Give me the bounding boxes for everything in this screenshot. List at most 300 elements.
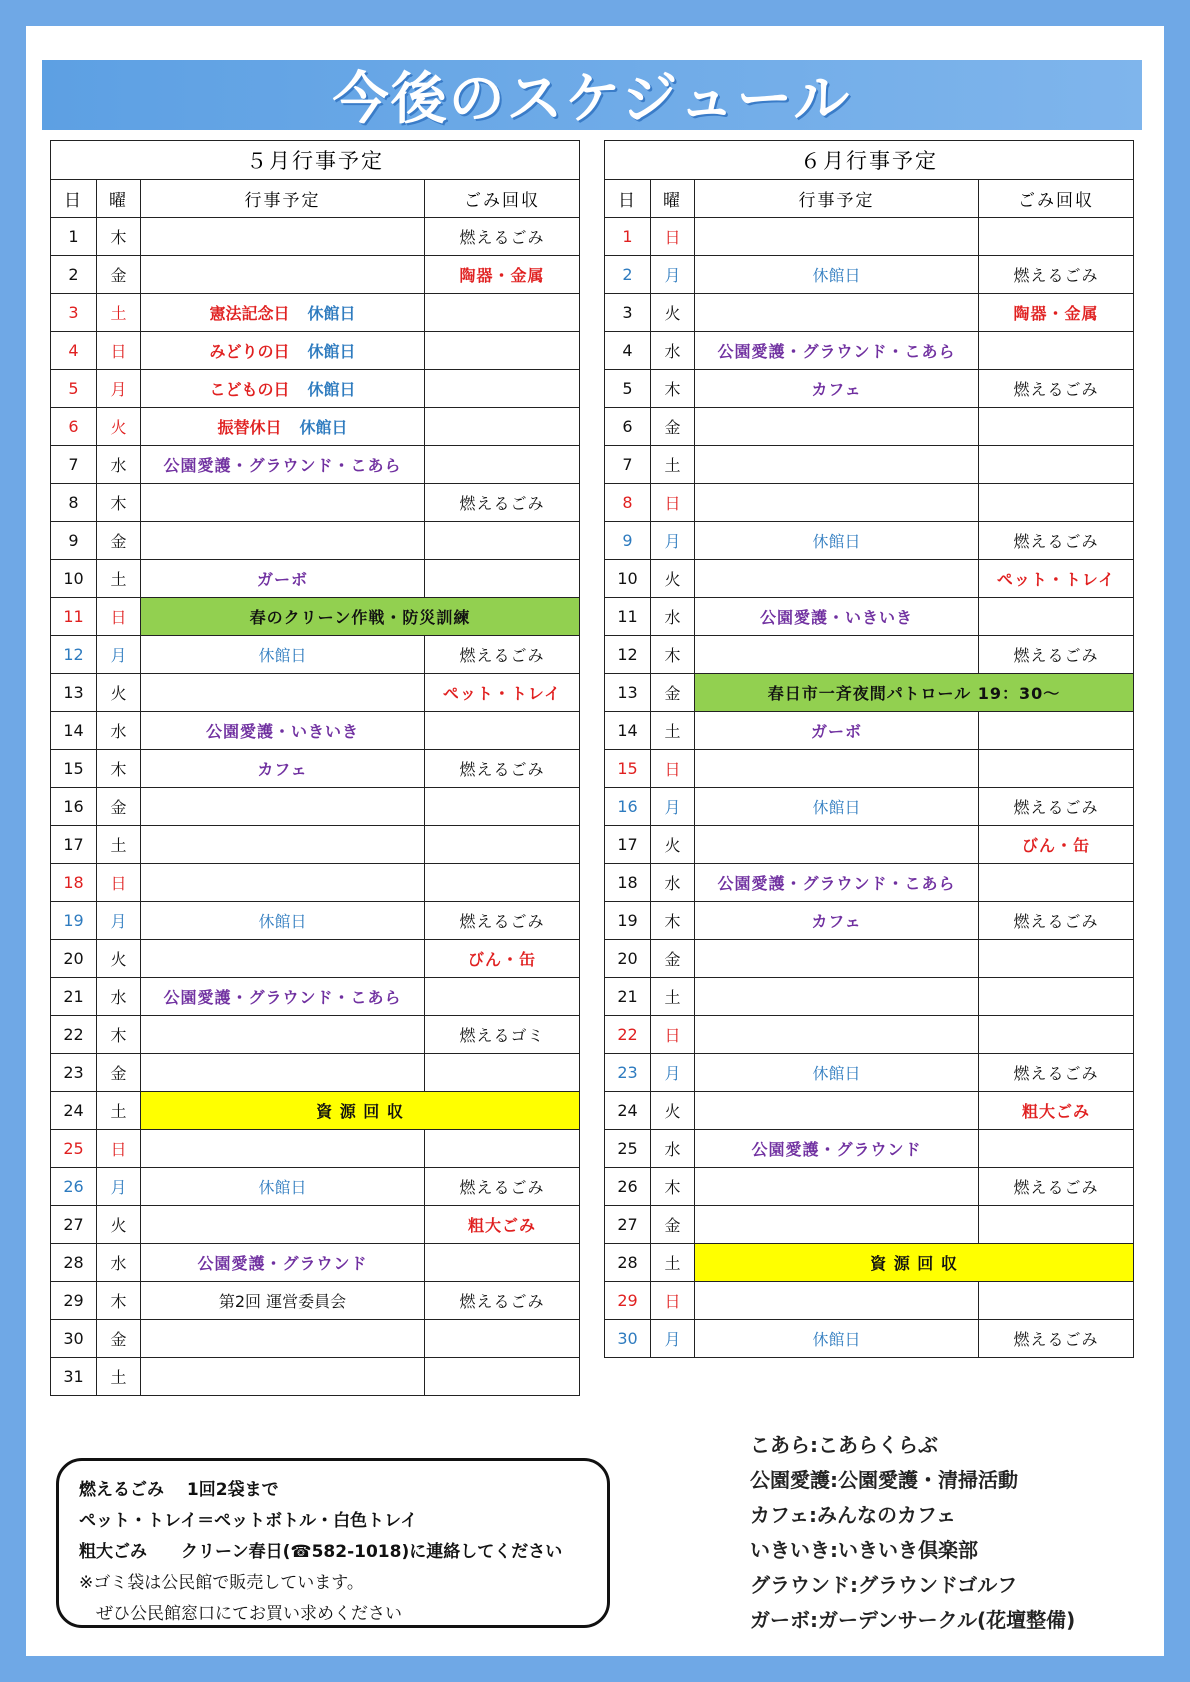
day-cell: 9 [51,522,97,560]
table-row [51,1092,580,1130]
legend-item: グラウンド:グラウンドゴルフ [750,1573,1018,1597]
weekday-cell: 木 [651,902,695,940]
garbage-cell [425,826,580,864]
event-cell [695,788,979,826]
garbage-cell [425,1054,580,1092]
table-row [51,1168,580,1206]
day-cell: 30 [605,1320,651,1358]
day-cell: 6 [51,408,97,446]
weekday-cell: 木 [97,750,141,788]
event-cell [695,598,979,636]
table-row [605,674,1134,712]
day-cell: 29 [51,1282,97,1320]
table-row [605,484,1134,522]
table-row [605,1282,1134,1320]
garbage-cell: ペット・トレイ [979,560,1134,598]
table-row [51,446,580,484]
weekday-cell: 土 [651,712,695,750]
day-cell: 3 [605,294,651,332]
weekday-cell: 日 [97,332,141,370]
day-cell: 23 [605,1054,651,1092]
garbage-cell: 陶器・金属 [979,294,1134,332]
day-cell: 17 [51,826,97,864]
garbage-cell: 燃えるごみ [425,636,580,674]
day-cell: 9 [605,522,651,560]
event-text: 休館日 [258,912,307,931]
weekday-cell: 月 [651,1320,695,1358]
weekday-cell: 水 [97,712,141,750]
garbage-cell [979,1282,1134,1320]
weekday-cell: 水 [651,332,695,370]
event-cell [695,1168,979,1206]
june-rows [605,218,1134,1358]
table-row [605,598,1134,636]
weekday-cell: 金 [651,408,695,446]
event-text: こどもの日 [209,380,290,399]
event-cell [695,560,979,598]
weekday-cell: 土 [97,1358,141,1396]
day-column-header: 日 [51,180,97,218]
event-cell [141,1016,425,1054]
garbage-cell: 燃えるごみ [425,1168,580,1206]
weekday-cell: 日 [651,218,695,256]
table-row [605,826,1134,864]
event-text: 公園愛護・グラウンド・こあら [163,456,402,475]
event-cell [141,940,425,978]
table-row [51,902,580,940]
event-cell [141,636,425,674]
garbage-cell [979,484,1134,522]
event-cell [695,940,979,978]
table-row [605,902,1134,940]
table-row [605,218,1134,256]
legend-item: いきいき:いきいき倶楽部 [750,1538,978,1562]
table-row [51,1016,580,1054]
garbage-cell [425,294,580,332]
event-cell [695,408,979,446]
table-row [605,1130,1134,1168]
weekday-cell: 火 [651,1092,695,1130]
table-row [605,1054,1134,1092]
day-cell: 3 [51,294,97,332]
garbage-cell: 粗大ごみ [425,1206,580,1244]
closed-day-text: 休館日 [307,304,356,323]
day-cell: 24 [605,1092,651,1130]
day-cell: 13 [51,674,97,712]
weekday-cell: 火 [651,294,695,332]
weekday-cell: 日 [651,1016,695,1054]
day-cell: 2 [51,256,97,294]
garbage-cell: 燃えるごみ [425,902,580,940]
day-cell: 25 [51,1130,97,1168]
day-cell: 10 [605,560,651,598]
weekday-cell: 木 [651,1168,695,1206]
weekday-cell: 土 [651,1244,695,1282]
weekday-cell: 木 [97,1016,141,1054]
event-cell [141,484,425,522]
event-text: 公園愛護・グラウンド [197,1254,368,1273]
weekday-cell: 火 [651,826,695,864]
event-cell [141,978,425,1016]
table-row [51,1282,580,1320]
table-row [605,522,1134,560]
closed-day-text: 休館日 [307,380,356,399]
weekday-cell: 金 [97,256,141,294]
day-cell: 17 [605,826,651,864]
event-cell [141,408,425,446]
table-row [605,1016,1134,1054]
event-text: 休館日 [812,1330,861,1349]
event-cell [141,902,425,940]
title-banner [42,60,1142,130]
day-cell: 26 [51,1168,97,1206]
garbage-cell [979,1206,1134,1244]
weekday-cell: 月 [97,902,141,940]
event-cell [695,1206,979,1244]
table-row [605,636,1134,674]
weekday-cell: 水 [97,446,141,484]
event-cell [695,1092,979,1130]
garbage-cell [425,370,580,408]
event-cell [695,902,979,940]
abbreviation-legend [750,1428,1150,1638]
table-row [51,978,580,1016]
garbage-cell [425,788,580,826]
day-cell: 30 [51,1320,97,1358]
garbage-cell [979,978,1134,1016]
garbage-cell: 陶器・金属 [425,256,580,294]
event-cell [695,370,979,408]
table-row [605,712,1134,750]
event-text: 公園愛護・グラウンド [751,1140,922,1159]
weekday-cell: 日 [651,484,695,522]
garbage-cell [425,978,580,1016]
day-cell: 7 [605,446,651,484]
day-cell: 19 [51,902,97,940]
garbage-cell [979,218,1134,256]
event-cell [141,674,425,712]
event-cell [141,294,425,332]
event-text: ガーボ [810,722,862,741]
weekday-cell: 土 [97,826,141,864]
garbage-cell: 燃えるゴミ [425,1016,580,1054]
table-row [51,370,580,408]
event-text: 憲法記念日 [209,304,290,323]
event-text: 休館日 [812,532,861,551]
weekday-column-header: 曜 [651,180,695,218]
event-text: 休館日 [258,646,307,665]
day-cell: 25 [605,1130,651,1168]
garbage-cell [979,1130,1134,1168]
day-cell: 6 [605,408,651,446]
event-text: 公園愛護・いきいき [759,608,913,627]
table-row [51,598,580,636]
garbage-cell [425,712,580,750]
event-text: 資 源 回 収 [870,1254,958,1273]
garbage-cell [979,750,1134,788]
garbage-cell: 燃えるごみ [979,1320,1134,1358]
event-text: 公園愛護・グラウンド・こあら [717,874,956,893]
day-cell: 31 [51,1358,97,1396]
event-cell [141,864,425,902]
note-bags-2: ぜひ公民館窓口にてお買い求めください [79,1604,402,1624]
event-cell [141,1282,425,1320]
table-row [605,408,1134,446]
june-schedule-table [604,140,1134,1358]
event-text: 休館日 [258,1178,307,1197]
event-cell [141,1054,425,1092]
event-cell [141,712,425,750]
event-cell [141,1130,425,1168]
table-row [605,788,1134,826]
event-cell [141,370,425,408]
closed-day-text: 休館日 [299,418,348,437]
garbage-cell [425,446,580,484]
table-row [51,522,580,560]
event-cell [695,1016,979,1054]
table-row [605,446,1134,484]
weekday-cell: 木 [97,1282,141,1320]
day-cell: 16 [605,788,651,826]
weekday-cell: 月 [651,788,695,826]
garbage-cell: びん・缶 [979,826,1134,864]
weekday-cell: 木 [651,636,695,674]
table-row [605,864,1134,902]
event-cell [695,256,979,294]
table-row [605,1244,1134,1282]
weekday-cell: 水 [651,598,695,636]
event-cell [695,294,979,332]
event-text: 休館日 [812,1064,861,1083]
day-cell: 1 [605,218,651,256]
day-cell: 27 [605,1206,651,1244]
table-row [51,674,580,712]
event-cell [141,750,425,788]
schedule-sheet [26,26,1164,1656]
day-cell: 8 [51,484,97,522]
event-cell [695,1244,1134,1282]
event-cell [695,446,979,484]
day-cell: 8 [605,484,651,522]
event-cell [141,598,580,636]
garbage-cell [979,864,1134,902]
table-row [51,560,580,598]
event-cell [695,484,979,522]
table-row [51,788,580,826]
table-row [51,1320,580,1358]
garbage-cell: 燃えるごみ [425,750,580,788]
table-row [51,940,580,978]
day-cell: 15 [605,750,651,788]
table-row [605,294,1134,332]
day-cell: 10 [51,560,97,598]
table-row [51,1206,580,1244]
table-row [605,750,1134,788]
weekday-cell: 火 [97,940,141,978]
event-cell [695,218,979,256]
weekday-cell: 土 [651,978,695,1016]
weekday-cell: 土 [97,560,141,598]
day-cell: 4 [605,332,651,370]
table-row [605,560,1134,598]
event-cell [141,332,425,370]
weekday-cell: 水 [651,864,695,902]
weekday-cell: 月 [651,1054,695,1092]
event-column-header: 行事予定 [141,180,425,218]
garbage-cell [979,598,1134,636]
day-cell: 7 [51,446,97,484]
table-row [51,636,580,674]
day-cell: 23 [51,1054,97,1092]
table-row [51,826,580,864]
day-cell: 20 [51,940,97,978]
table-row [605,1206,1134,1244]
weekday-cell: 木 [97,484,141,522]
event-cell [141,446,425,484]
weekday-cell: 土 [97,294,141,332]
weekday-cell: 月 [651,256,695,294]
event-text: カフェ [257,760,308,779]
day-cell: 19 [605,902,651,940]
day-cell: 11 [51,598,97,636]
event-cell [695,522,979,560]
table-row [51,294,580,332]
day-cell: 24 [51,1092,97,1130]
table-row [51,712,580,750]
day-column-header: 日 [605,180,651,218]
garbage-cell: 燃えるごみ [979,522,1134,560]
weekday-cell: 金 [97,1320,141,1358]
event-text: 春日市一斉夜間パトロール 19：30～ [767,684,1061,703]
weekday-cell: 金 [97,788,141,826]
garbage-notes-box [56,1458,610,1628]
weekday-cell: 金 [97,1054,141,1092]
weekday-cell: 日 [97,864,141,902]
event-text: 公園愛護・いきいき [205,722,359,741]
event-cell [695,826,979,864]
table-row [51,332,580,370]
event-text: 春のクリーン作戦・防災訓練 [249,608,471,627]
legend-item: 公園愛護:公園愛護・清掃活動 [750,1468,1018,1492]
event-text: カフェ [811,912,862,931]
day-cell: 22 [605,1016,651,1054]
table-row [51,1244,580,1282]
garbage-cell [425,1358,580,1396]
event-cell [695,636,979,674]
day-cell: 14 [605,712,651,750]
day-cell: 16 [51,788,97,826]
event-cell [695,1282,979,1320]
table-row [605,978,1134,1016]
legend-item: こあら:こあらくらぶ [750,1433,938,1457]
day-cell: 12 [51,636,97,674]
day-cell: 5 [51,370,97,408]
weekday-cell: 金 [651,940,695,978]
page-title: 今後のスケジュール [332,67,852,132]
event-text: 第2回 運営委員会 [218,1292,347,1311]
event-cell [141,1168,425,1206]
event-cell [141,256,425,294]
garbage-cell [425,560,580,598]
table-row [51,256,580,294]
event-text: カフェ [811,380,862,399]
day-cell: 26 [605,1168,651,1206]
table-row [51,1358,580,1396]
table-row [605,1168,1134,1206]
event-cell [695,1320,979,1358]
garbage-cell [425,522,580,560]
event-cell [141,1244,425,1282]
garbage-cell: 燃えるごみ [425,484,580,522]
weekday-cell: 火 [97,1206,141,1244]
weekday-cell: 火 [97,408,141,446]
weekday-cell: 日 [651,1282,695,1320]
event-cell [695,1054,979,1092]
event-column-header: 行事予定 [695,180,979,218]
garbage-column-header: ごみ回収 [979,180,1134,218]
garbage-cell: 燃えるごみ [425,1282,580,1320]
event-text: 休館日 [812,266,861,285]
event-cell [141,1358,425,1396]
june-table-title: ６月行事予定 [605,141,1134,180]
weekday-cell: 木 [651,370,695,408]
garbage-cell [979,940,1134,978]
event-cell [695,674,1134,712]
table-row [51,1054,580,1092]
event-text: 振替休日 [217,418,282,437]
event-text: 公園愛護・グラウンド・こあら [163,988,402,1007]
may-rows [51,218,580,1396]
garbage-cell: 燃えるごみ [979,1168,1134,1206]
garbage-cell: 燃えるごみ [425,218,580,256]
event-cell [695,864,979,902]
weekday-cell: 土 [97,1092,141,1130]
garbage-cell [979,1016,1134,1054]
garbage-cell [425,1244,580,1282]
weekday-cell: 土 [651,446,695,484]
event-cell [141,1206,425,1244]
garbage-cell: 燃えるごみ [979,256,1134,294]
day-cell: 21 [605,978,651,1016]
event-cell [141,1092,580,1130]
garbage-cell [979,408,1134,446]
garbage-cell: 燃えるごみ [979,788,1134,826]
table-row [605,256,1134,294]
day-cell: 2 [605,256,651,294]
garbage-cell [425,332,580,370]
table-row [605,332,1134,370]
day-cell: 27 [51,1206,97,1244]
table-row [51,750,580,788]
event-cell [695,712,979,750]
weekday-cell: 金 [97,522,141,560]
table-row [605,370,1134,408]
garbage-cell: 燃えるごみ [979,902,1134,940]
event-cell [141,788,425,826]
garbage-cell [425,864,580,902]
day-cell: 29 [605,1282,651,1320]
table-row [605,1320,1134,1358]
may-schedule-table [50,140,580,1396]
day-cell: 5 [605,370,651,408]
note-bags: ※ゴミ袋は公民館で販売しています。 [79,1573,364,1593]
weekday-cell: 水 [97,1244,141,1282]
weekday-column-header: 曜 [97,180,141,218]
day-cell: 21 [51,978,97,1016]
garbage-cell [979,332,1134,370]
event-text: 資 源 回 収 [316,1102,404,1121]
garbage-cell: 粗大ごみ [979,1092,1134,1130]
